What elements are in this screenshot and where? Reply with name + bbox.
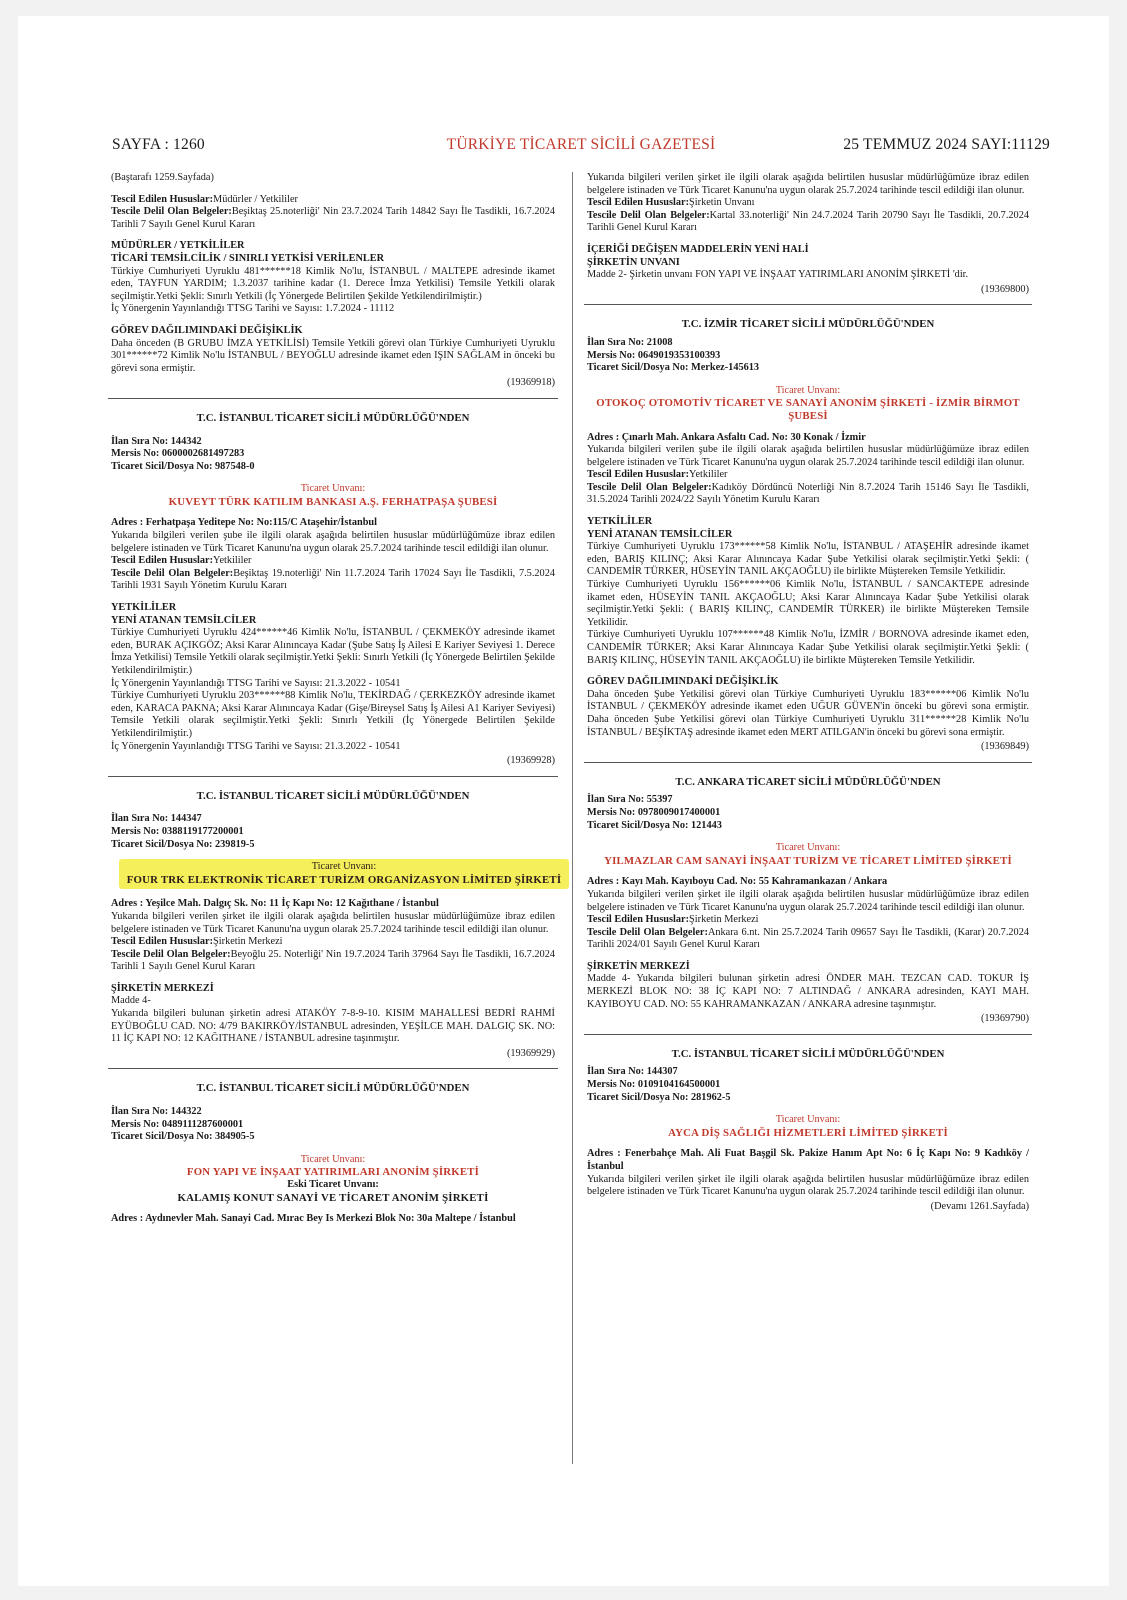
notice-fon-yapi-cont	[584, 172, 1032, 296]
notice-ref: (19369929)	[506, 1047, 555, 1059]
page-number: SAYFA : 1260	[112, 136, 205, 153]
paragraph: İç Yönergenin Yayınlandığı TTSG Tarihi ve Sayısı: 1.7.2024 - 11112	[111, 303, 395, 315]
paragraph: Yukarıda bilgileri bulunan şirketin adresi ATAKÖY 7-8-9-10. KISIM MAHALLESİ BEDRİ RAHMİ EYÜBOĞLU CAD. NO: 4/79 BAKIRKÖY/İSTANBUL adresinden, YEŞİLCE MAH. DALGIÇ SK. NO: 11 İÇ KAPI NO: 12 KAĞITHANE / İSTANBUL adresine taşınmıştır.	[111, 1008, 555, 1045]
address: Adres : Çınarlı Mah. Ankara Asfaltı Cad. No: 30 Konak / İzmir	[587, 431, 866, 443]
mersis-no: Mersis No: 0978009017400001	[587, 806, 721, 818]
notice-four-trk	[108, 776, 562, 1061]
section-heading: GÖREV DAĞILIMINDAKİ DEĞİŞİKLİK	[587, 676, 779, 688]
paragraph: Yukarıda bilgileri verilen şirket ile ilgili olarak aşağıda belirtilen hususlar müdürlüğümüze ibraz edilen belgelere istinaden ve Türk Ticaret Kanunu'na uygun olarak 25.7.2024 tarihinde tescil edildiği ilan olunur.	[587, 888, 1029, 913]
highlight-mark	[119, 859, 569, 889]
trade-name-label: Ticaret Unvanı:	[775, 1114, 841, 1126]
section-subheading: TİCARİ TEMSİLCİLİK / SINIRLI YETKİSİ VERİLENLER	[111, 252, 385, 264]
mersis-no: Mersis No: 0388119177200001	[111, 825, 244, 837]
section-subheading: YENİ ATANAN TEMSİLCİLER	[111, 614, 257, 626]
paragraph: Türkiye Cumhuriyeti Uyruklu 107******48 Kimlik No'lu, İZMİR / BORNOVA adresinde ikamet eden, CANDEMİR TÜRKER; Aksi Karar Alınıncaya Kadar Şube Yetkilisi olarak seçilmiştir.Yetki Şekli: ( BARIŞ KILINÇ, HÜSEYİN TANIL AKÇAOĞLU) ile birlikte Müştereken Temsile Yetkilidir.	[587, 629, 1029, 666]
trade-name-label: Ticaret Unvanı:	[300, 1153, 366, 1165]
trade-name: FON YAPI VE İNŞAAT YATIRIMLARI ANONİM ŞİRKETİ	[186, 1166, 480, 1179]
paragraph: Madde 2- Şirketin unvanı FON YAPI VE İNŞAAT YATIRIMLARI ANONİM ŞİRKETİ 'dir.	[587, 269, 969, 281]
evidence-documents: Tescile Delil Olan Belgeler:Beşiktaş 19.noterliği' Nin 11.7.2024 Tarih 17024 Sayı İle Tasdikli, 7.5.2024 Tarihli 1931 Sayılı Yönetim Kurulu Kararı	[111, 567, 555, 592]
paragraph: Daha önceden (B GRUBU İMZA YETKİLİSİ) Temsile Yetkili görevi olan Türkiye Cumhuriyeti Uyruklu 301******72 Kimlik No'lu İSTANBUL / BEYOĞLU adresinde ikamet eden IŞIN SAĞLAM in önceki bu görevi sona ermiştir.	[111, 337, 555, 374]
paragraph: Türkiye Cumhuriyeti Uyruklu 173******58 Kimlik No'lu, İSTANBUL / ATAŞEHİR adresinde ikamet eden, BARIŞ KILINÇ; Aksi Karar Alınıncaya Kadar Şube Yetkilisi olarak seçilmiştir.Yetki Şekli: ( CANDEMİR TÜRKER, HÜSEYİN TANIL AKÇAOĞLU) ile birlikte Müştereken Temsile Yetkilidir.	[587, 541, 1029, 578]
paragraph: İç Yönergenin Yayınlandığı TTSG Tarihi ve Sayısı: 21.3.2022 - 10541	[111, 677, 401, 689]
registry-office: T.C. İSTANBUL TİCARET SİCİLİ MÜDÜRLÜĞÜ'NDEN	[196, 1082, 470, 1095]
ilan-no: İlan Sıra No: 21008	[587, 336, 673, 348]
old-trade-name-label: Eski Ticaret Unvanı:	[287, 1179, 379, 1190]
ilan-no: İlan Sıra No: 144342	[111, 435, 202, 447]
evidence-documents: Tescile Delil Olan Belgeler:Beyoğlu 25. Noterliği' Nin 19.7.2024 Tarih 37964 Sayı İle Tasdikli, 16.7.2024 Tarihli 1 Sayılı Genel Kurul Kararı	[111, 948, 555, 973]
address: Adres : Kayı Mah. Kayıboyu Cad. No: 55 Kahramankazan / Ankara	[587, 876, 888, 888]
mersis-no: Mersis No: 0600002681497283	[111, 448, 245, 460]
section-heading: YETKİLİLER	[111, 602, 177, 614]
ilan-no: İlan Sıra No: 55397	[587, 794, 673, 806]
address: Adres : Yeşilce Mah. Dalgıç Sk. No: 11 İç Kapı No: 12 Kağıthane / İstanbul	[111, 898, 439, 910]
notice-ref: (19369800)	[980, 283, 1029, 295]
dosya-no: Ticaret Sicil/Dosya No: 384905-5	[111, 1131, 255, 1143]
trade-name-label: Ticaret Unvanı:	[300, 483, 366, 495]
trade-name-label: Ticaret Unvanı:	[775, 384, 841, 396]
ilan-no: İlan Sıra No: 144347	[111, 813, 202, 825]
trade-name: AYCA DİŞ SAĞLIĞI HİZMETLERİ LİMİTED ŞİRKETİ	[668, 1126, 948, 1139]
paragraph: Türkiye Cumhuriyeti Uyruklu 156******06 Kimlik No'lu, İSTANBUL / SANCAKTEPE adresinde ikamet eden, HÜSEYİN TANIL AKÇAOĞLU; Aksi Karar Alınıncaya Kadar Şube Yetkilisi olarak seçilmiştir.Yetki Şekli: ( BARIŞ KILINÇ, CANDEMİR TÜRKER) ile birlikte Müştereken Temsile Yetkilidir.	[587, 579, 1029, 628]
trade-name: OTOKOÇ OTOMOTİV TİCARET VE SANAYİ ANONİM ŞİRKETİ - İZMİR BİRMOT ŞUBESİ	[596, 397, 1020, 422]
section-subheading: YENİ ATANAN TEMSİLCİLER	[587, 528, 733, 540]
paragraph: Yukarıda bilgileri verilen şirket ile ilgili olarak aşağıda belirtilen hususlar müdürlüğümüze ibraz edilen belgelere istinaden ve Türk Ticaret Kanunu'na uygun olarak 25.7.2024 tarihinde tescil edildiği ilan olunur.	[587, 172, 1029, 196]
paragraph: İç Yönergenin Yayınlandığı TTSG Tarihi ve Sayısı: 21.3.2022 - 10541	[111, 740, 401, 752]
paragraph: Madde 4-	[111, 995, 151, 1007]
registered-matters: Tescil Edilen Hususlar:Yetkililer	[111, 555, 252, 567]
notice-kuveyt-turk	[108, 398, 558, 768]
registered-matters: Tescil Edilen Hususlar:Şirketin Merkezi	[111, 936, 283, 948]
evidence-documents: Tescile Delil Olan Belgeler:Kadıköy Dördüncü Noterliği Nin 8.7.2024 Tarih 15146 Sayı İle Tasdikli, 31.5.2024 Tarihli 2024/22 Sayılı Yönetim Kurulu Kararı	[587, 481, 1029, 506]
gazette-page	[18, 16, 1109, 1586]
trade-name-label: Ticaret Unvanı:	[311, 861, 377, 873]
registry-office: T.C. İZMİR TİCARET SİCİLİ MÜDÜRLÜĞÜ'NDEN	[681, 318, 935, 331]
registered-matters: Tescil Edilen Hususlar:Şirketin Unvanı	[587, 197, 755, 209]
registry-office: T.C. ANKARA TİCARET SİCİLİ MÜDÜRLÜĞÜ'NDEN	[675, 775, 941, 788]
notice-otokoc	[584, 304, 1032, 753]
dosya-no: Ticaret Sicil/Dosya No: Merkez-145613	[587, 362, 760, 374]
registry-office: T.C. İSTANBUL TİCARET SİCİLİ MÜDÜRLÜĞÜ'NDEN	[196, 789, 470, 802]
paragraph: Daha önceden Şube Yetkilisi görevi olan Türkiye Cumhuriyeti Uyruklu 183******06 Kimlik No'lu İSTANBUL / ÇEKMEKÖY adresinde ikamet eden UĞUR GÜVEN'in önceki bu görevi sona ermiştir. Daha önceden Şube Yetkilisi görevi olan Türkiye Cumhuriyeti Uyruklu 311******28 Kimlik No'lu İSTANBUL / BEŞİKTAŞ adresinde ikamet eden MERT ATILGAN'in önceki bu görevi sona ermiştir.	[587, 688, 1029, 738]
paragraph: Yukarıda bilgileri verilen şube ile ilgili olarak aşağıda belirtilen hususlar müdürlüğümüze ibraz edilen belgelere istinaden ve Türk Ticaret Kanunu'na uygun olarak 25.7.2024 tarihinde tescil edildiği ilan olunur.	[111, 530, 555, 554]
paragraph: Yukarıda bilgileri verilen şube ile ilgili olarak aşağıda belirtilen hususlar müdürlüğümüze ibraz edilen belgelere istinaden ve Türk Ticaret Kanunu'na uygun olarak 25.7.2024 tarihinde tescil edildiği ilan olunur.	[587, 444, 1029, 468]
dosya-no: Ticaret Sicil/Dosya No: 281962-5	[587, 1091, 731, 1103]
evidence-documents: Tescile Delil Olan Belgeler:Beşiktaş 25.noterliği' Nin 23.7.2024 Tarih 14842 Sayı İle Tasdikli, 16.7.2024 Tarihli 7 Sayılı Genel Kurul Kararı	[111, 206, 555, 230]
paragraph: Türkiye Cumhuriyeti Uyruklu 481******18 Kimlik No'lu, İSTANBUL / MALTEPE adresinde ikamet eden, TAYFUN YARDIM; 1.3.2037 tarihine kadar (1. Derece İmza Yetkilisi) Temsile Yetkili olarak seçilmiştir.Yetki Şekli: Sınırlı Yetkili (İç Yönergede Belirtilen Şekilde Yetkilendirilmiştir.)	[111, 265, 555, 302]
trade-name: YILMAZLAR CAM SANAYİ İNŞAAT TURİZM VE TİCARET LİMİTED ŞİRKETİ	[604, 854, 1012, 867]
registry-office: T.C. İSTANBUL TİCARET SİCİLİ MÜDÜRLÜĞÜ'NDEN	[196, 411, 470, 424]
address: Adres : Aydınevler Mah. Sanayi Cad. Mırac Bey Is Merkezi Blok No: 30a Maltepe / İstanbul	[111, 1213, 516, 1225]
old-trade-name: KALAMIŞ KONUT SANAYİ VE TİCARET ANONİM ŞİRKETİ	[177, 1191, 489, 1204]
notice-ref: (19369790)	[980, 1013, 1029, 1025]
paragraph: Türkiye Cumhuriyeti Uyruklu 424******46 Kimlik No'lu, İSTANBUL / ÇEKMEKÖY adresinde ikamet eden, BURAK AÇIKGÖZ; Aksi Karar Alınıncaya Kadar (Şube Satış İş Ailesi E Kariyer Seviyesi 1. Derece İmza Yetkilisi) Temsile Yetkili olarak seçilmiştir.Yetki Şekli: Sınırlı Yetkili (İç Yönergede Belirtilen Şekilde Yetkilendirilmiştir.)	[111, 627, 555, 676]
dosya-no: Ticaret Sicil/Dosya No: 239819-5	[111, 838, 255, 850]
continuation-note: (Baştarafı 1259.Sayfada)	[111, 172, 214, 183]
section-heading: MÜDÜRLER / YETKİLİLER	[111, 240, 245, 252]
paragraph: Yukarıda bilgileri verilen şirket ile ilgili olarak aşağıda belirtilen hususlar müdürlüğümüze ibraz edilen belgelere istinaden ve Türk Ticaret Kanunu'na uygun olarak 25.7.2024 tarihinde tescil edildiği ilan olunur.	[587, 1173, 1029, 1198]
section-heading: ŞİRKETİN MERKEZİ	[111, 982, 214, 994]
notice-fon-yapi	[108, 1068, 558, 1225]
ilan-no: İlan Sıra No: 144307	[587, 1066, 678, 1078]
evidence-documents: Tescile Delil Olan Belgeler:Kartal 33.noterliği' Nin 24.7.2024 Tarih 20790 Sayı İle Tasdikli, 20.7.2024 Tarihli Genel Kurul Kararı	[587, 209, 1029, 234]
address: Adres : Ferhatpaşa Yeditepe No: No:115/C Ataşehir/İstanbul	[111, 517, 378, 529]
address: Adres : Fenerbahçe Mah. Ali Fuat Başgil Sk. Pakize Hanım Apt No: 6 İç Kapı No: 9 Kadıköy / İstanbul	[587, 1148, 1029, 1172]
section-heading: GÖREV DAĞILIMINDAKİ DEĞİŞİKLİK	[111, 324, 303, 336]
gazette-title: TÜRKİYE TİCARET SİCİLİ GAZETESİ	[446, 136, 716, 153]
dosya-no: Ticaret Sicil/Dosya No: 987548-0	[111, 460, 255, 472]
notice-ref: (19369928)	[506, 755, 555, 767]
column-divider	[572, 172, 573, 1464]
section-heading: ŞİRKETİN MERKEZİ	[587, 960, 690, 972]
notice-continued	[108, 172, 558, 390]
registered-matters: Tescil Edilen Hususlar:Şirketin Merkezi	[587, 914, 759, 926]
registered-matters: Tescil Edilen Hususlar:Müdürler / Yetkililer	[111, 193, 298, 205]
notice-ayca	[584, 1034, 1032, 1214]
mersis-no: Mersis No: 0109104164500001	[587, 1079, 721, 1091]
trade-name: FOUR TRK ELEKTRONİK TİCARET TURİZM ORGANİZASYON LİMİTED ŞİRKETİ	[126, 873, 562, 886]
registry-office: T.C. İSTANBUL TİCARET SİCİLİ MÜDÜRLÜĞÜ'NDEN	[671, 1047, 945, 1060]
mersis-no: Mersis No: 0489111287600001	[111, 1118, 244, 1130]
continued-note: (Devamı 1261.Sayfada)	[930, 1200, 1029, 1212]
trade-name-label: Ticaret Unvanı:	[775, 842, 841, 854]
issue-info: 25 TEMMUZ 2024 SAYI:11129	[843, 136, 1050, 153]
dosya-no: Ticaret Sicil/Dosya No: 121443	[587, 819, 722, 831]
notice-yilmazlar	[584, 762, 1032, 1026]
notice-ref: (19369918)	[506, 377, 555, 389]
paragraph: Türkiye Cumhuriyeti Uyruklu 203******88 Kimlik No'lu, TEKİRDAĞ / ÇERKEZKÖY adresinde ikamet eden, KARACA PAKNA; Aksi Karar Alınıncaya Kadar (Gişe/Bireysel Satış İş Ailesi A1 Kariyer Seviyesi) Temsile Yetkili olarak seçilmiştir.Yetki Şekli: Sınırlı Yetkili (İç Yönergede Belirtilen Şekilde Yetkilendirilmiştir.)	[111, 690, 555, 739]
right-column	[584, 172, 1032, 1213]
left-column	[108, 172, 562, 1226]
registered-matters: Tescil Edilen Hususlar:Yetkililer	[587, 469, 728, 481]
mersis-no: Mersis No: 0649019353100393	[587, 349, 721, 361]
evidence-documents: Tescile Delil Olan Belgeler:Ankara 6.nt. Nin 25.7.2024 Tarih 09657 Sayı İle Tasdikli, (Karar) 20.7.2024 Tarihli 2024/01 Sayılı Genel Kurul Kararı	[587, 926, 1029, 951]
notice-ref: (19369849)	[980, 741, 1029, 753]
section-heading: YETKİLİLER	[587, 516, 653, 528]
trade-name: KUVEYT TÜRK KATILIM BANKASI A.Ş. FERHATPAŞA ŞUBESİ	[168, 495, 498, 508]
paragraph: Madde 4- Yukarıda bilgileri bulunan şirketin adresi ÖNDER MAH. TEZCAN CAD. TOKUR İŞ MERKEZİ BLOK NO: 38 İÇ KAPI NO: 7 ALTINDAĞ / ANKARA adresinden, KAYI MAH. KAYIBOYU CAD. NO: 55 KAHRAMANKAZAN / ANKARA adresine taşınmıştır.	[587, 973, 1029, 1010]
page-header	[112, 136, 1050, 158]
paragraph: Yukarıda bilgileri verilen şirket ile ilgili olarak aşağıda belirtilen hususlar müdürlüğümüze ibraz edilen belgelere istinaden ve Türk Ticaret Kanunu'na uygun olarak 25.7.2024 tarihinde tescil edildiği ilan olunur.	[111, 910, 555, 935]
section-heading: İÇERİĞİ DEĞİŞEN MADDELERİN YENİ HALİ	[587, 243, 809, 255]
section-subheading: ŞİRKETİN UNVANI	[587, 256, 680, 268]
ilan-no: İlan Sıra No: 144322	[111, 1106, 202, 1118]
